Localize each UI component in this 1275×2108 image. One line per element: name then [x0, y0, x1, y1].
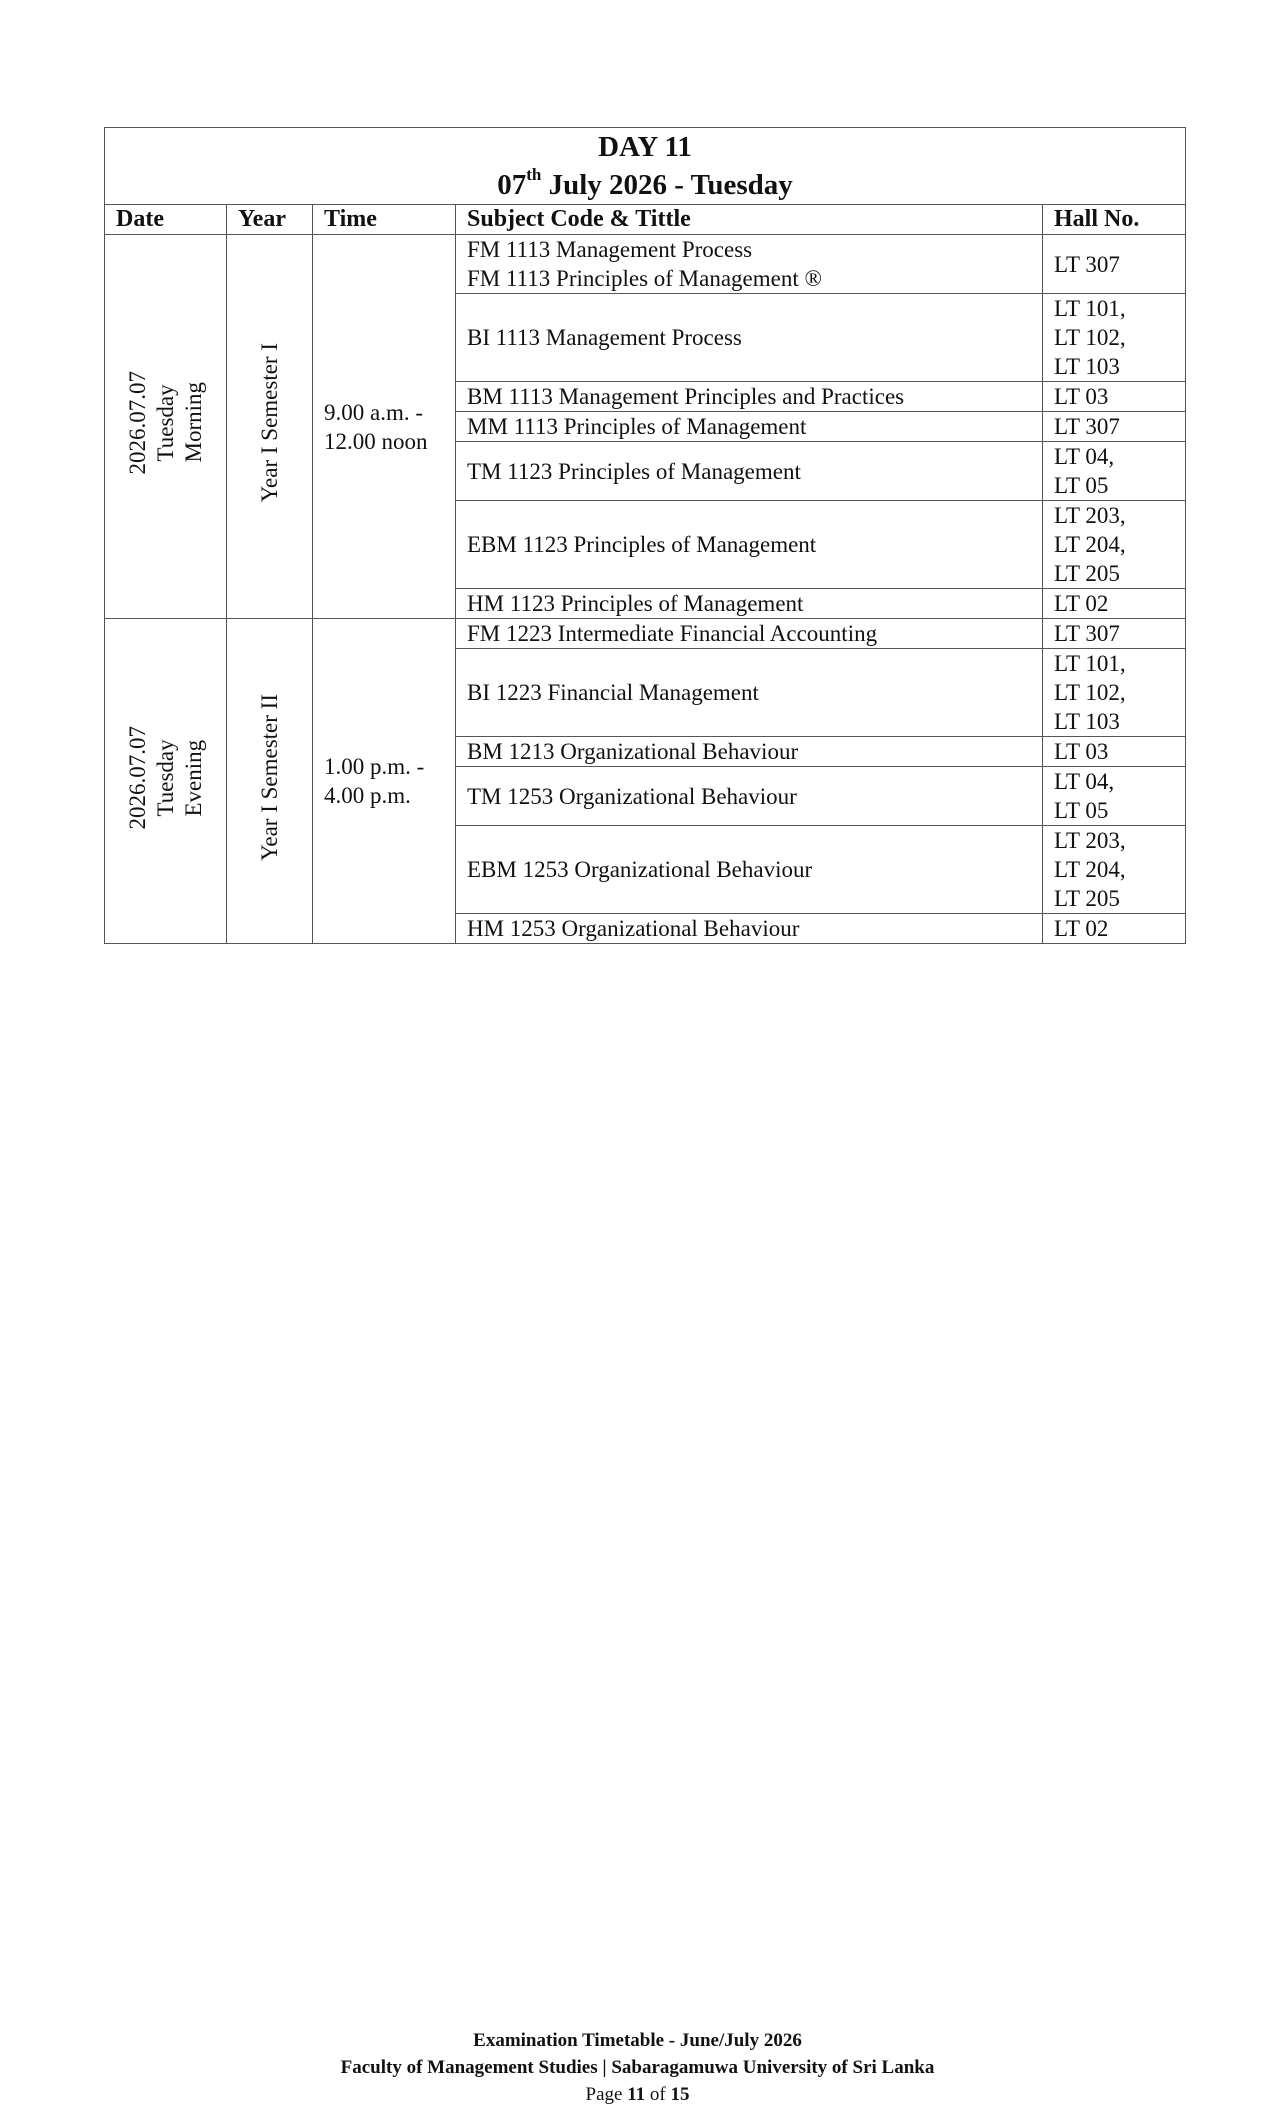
subject-cell [456, 619, 1043, 649]
column-header-subject: Subject Code & Tittle [456, 205, 1043, 235]
session-year-cell [227, 619, 313, 944]
session-time-line: 1.00 p.m. - [324, 754, 425, 779]
subject-line: HM 1253 Organizational Behaviour [467, 916, 800, 941]
hall-line: LT 204, [1054, 857, 1126, 882]
session-time-cell [313, 619, 456, 944]
day-date [116, 166, 1174, 204]
hall-line: LT 203, [1054, 503, 1126, 528]
hall-line: LT 04, [1054, 769, 1115, 794]
hall-line: LT 103 [1054, 709, 1120, 734]
hall-cell [1043, 589, 1186, 619]
hall-line: LT 03 [1054, 739, 1109, 764]
session-date-line: Morning [180, 382, 206, 464]
column-header-time: Time [313, 205, 456, 235]
subject-cell [456, 589, 1043, 619]
hall-line: LT 05 [1054, 473, 1109, 498]
session-time-line: 4.00 p.m. [324, 783, 411, 808]
subject-line: EBM 1123 Principles of Management [467, 532, 817, 557]
hall-cell [1043, 235, 1186, 294]
hall-cell [1043, 382, 1186, 412]
session-date-line: Tuesday [152, 384, 178, 462]
footer-title: Examination Timetable - June/July 2026 [473, 2030, 802, 2051]
subject-cell [456, 501, 1043, 589]
subject-cell [456, 914, 1043, 944]
hall-line: LT 05 [1054, 798, 1109, 823]
hall-line: LT 203, [1054, 828, 1126, 853]
date-suffix: th [526, 165, 542, 185]
hall-cell [1043, 767, 1186, 826]
subject-cell [456, 294, 1043, 382]
session-year: Year I Semester II [256, 694, 282, 861]
session-time-line: 12.00 noon [324, 428, 428, 454]
table-row [105, 619, 1186, 649]
session-date-line: Evening [180, 739, 206, 816]
session-date [124, 726, 208, 830]
subject-line: TM 1123 Principles of Management [467, 458, 801, 484]
session-date-line: Tuesday [152, 738, 178, 817]
session-time-cell [313, 235, 456, 619]
date-day: 07 [497, 169, 527, 201]
hall-line: LT 02 [1054, 591, 1109, 616]
exam-timetable [104, 127, 1186, 944]
subject-line: FM 1113 Management Process [467, 237, 753, 262]
hall-line: LT 101, [1054, 296, 1126, 321]
session-date [124, 371, 208, 475]
page-current: 11 [627, 2084, 646, 2105]
hall-line: LT 205 [1054, 886, 1120, 911]
subject-cell [456, 442, 1043, 501]
subject-line: BM 1213 Organizational Behaviour [467, 739, 799, 764]
hall-cell [1043, 649, 1186, 737]
subject-cell [456, 767, 1043, 826]
subject-cell [456, 412, 1043, 442]
hall-line: LT 103 [1054, 354, 1120, 379]
page-footer [0, 2027, 1275, 2108]
day-heading [105, 128, 1186, 205]
subject-line: BI 1113 Management Process [467, 325, 742, 350]
column-header-year: Year [227, 205, 313, 235]
session-time-line: 9.00 a.m. - [324, 399, 424, 425]
hall-cell [1043, 501, 1186, 589]
footer-faculty: Faculty of Management Studies | Sabaragamuwa University of Sri Lanka [340, 2057, 935, 2078]
session-year: Year I Semester I [256, 343, 282, 503]
subject-line: MM 1113 Principles of Management [467, 414, 807, 439]
session-date-line: 2026.07.07 [124, 371, 150, 475]
page-of: of [649, 2084, 666, 2105]
subject-cell [456, 826, 1043, 914]
subject-cell [456, 235, 1043, 294]
hall-cell [1043, 737, 1186, 767]
subject-line: EBM 1253 Organizational Behaviour [467, 857, 813, 882]
subject-line: FM 1223 Intermediate Financial Accounting [467, 621, 878, 646]
hall-cell [1043, 619, 1186, 649]
subject-cell [456, 649, 1043, 737]
column-header-hall: Hall No. [1043, 205, 1186, 235]
hall-cell [1043, 442, 1186, 501]
hall-cell [1043, 294, 1186, 382]
hall-line: LT 02 [1054, 916, 1109, 941]
hall-line: LT 03 [1054, 384, 1109, 409]
hall-cell [1043, 826, 1186, 914]
hall-line: LT 307 [1054, 414, 1120, 439]
column-header-row [105, 205, 1186, 235]
subject-line: FM 1113 Principles of Management ® [467, 266, 822, 291]
hall-line: LT 307 [1054, 621, 1120, 646]
page-number [0, 2081, 1275, 2108]
column-header-date: Date [105, 205, 227, 235]
table-row [105, 235, 1186, 294]
hall-line: LT 307 [1054, 251, 1120, 277]
timetable-body [105, 235, 1186, 944]
subject-line: BI 1223 Financial Management [467, 680, 759, 705]
subject-cell [456, 382, 1043, 412]
hall-line: LT 04, [1054, 444, 1115, 469]
hall-line: LT 204, [1054, 532, 1126, 557]
session-date-cell [105, 619, 227, 944]
hall-cell [1043, 412, 1186, 442]
subject-line: TM 1253 Organizational Behaviour [467, 783, 797, 809]
session-date-line: 2026.07.07 [124, 725, 150, 830]
subject-line: BM 1113 Management Principles and Practices [467, 384, 905, 409]
hall-line: LT 102, [1054, 325, 1126, 350]
session-date-cell [105, 235, 227, 619]
session-year-cell [227, 235, 313, 619]
page-label: Page [585, 2084, 623, 2105]
subject-line: HM 1123 Principles of Management [467, 591, 804, 616]
hall-cell [1043, 914, 1186, 944]
hall-line: LT 101, [1054, 651, 1126, 676]
subject-cell [456, 737, 1043, 767]
hall-line: LT 102, [1054, 680, 1126, 705]
day-title: DAY 11 [598, 131, 692, 163]
page-total: 15 [670, 2084, 690, 2105]
hall-line: LT 205 [1054, 561, 1120, 586]
date-rest: July 2026 - Tuesday [541, 169, 793, 201]
